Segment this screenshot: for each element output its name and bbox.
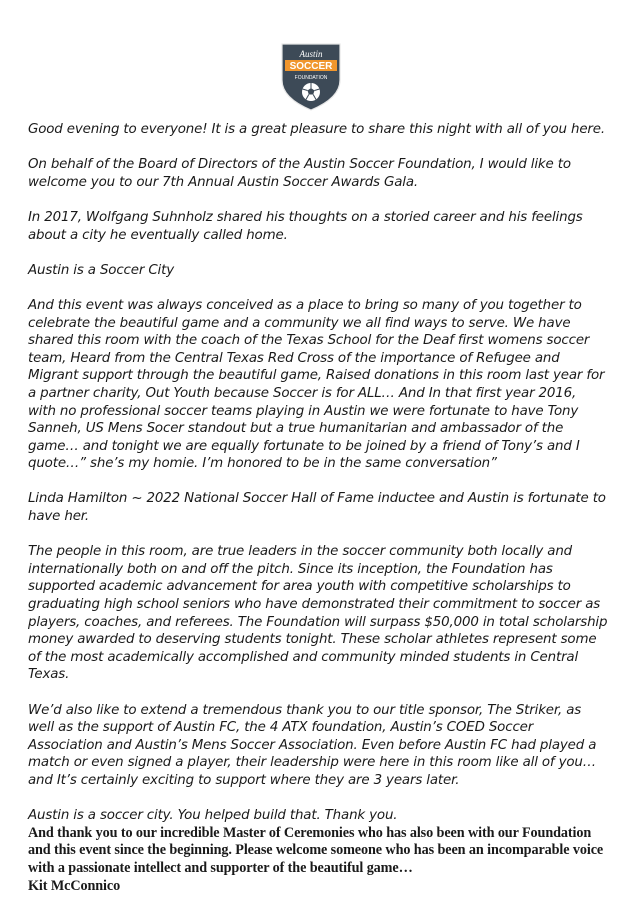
logo-line-soccer: SOCCER (289, 61, 333, 72)
paragraph-soccer-city: Austin is a Soccer City (28, 262, 174, 278)
austin-soccer-foundation-logo (276, 40, 346, 112)
paragraph-welcome: On behalf of the Board of Directors of the Austin Soccer Foundation, I would like to welcome you to our 7th Annual Austin Soccer Awards Gala. (28, 157, 571, 190)
paragraph-linda-hamilton: Linda Hamilton ~ 2022 National Soccer Hall of Fame inductee and Austin is fortunate to have her. (28, 491, 606, 525)
mc-name: Kit McConnico (28, 877, 121, 894)
speech-text (28, 121, 608, 895)
paragraph-thank-you: Austin is a soccer city. You helped build that. Thank you. (28, 808, 398, 824)
closing-text: And thank you to our incredible Master of Ceremonies who has also been with our Foundation and this event since the beginning. Please welcome someone who has been an incomparable voice with a passionate intellect and supporter of the beautiful game… (28, 824, 604, 876)
closing-paragraph (28, 825, 608, 895)
paragraph-2017: In 2017, Wolfgang Suhnholz shared his thoughts on a storied career and his feelings about a city he eventually called home. (28, 209, 583, 243)
soccer-ball-icon (302, 83, 320, 101)
logo-line-foundation: FOUNDATION (294, 75, 328, 81)
paragraph-sponsors: We’d also like to extend a tremendous thank you to our title sponsor, The Striker, as well as the support of Austin FC, the 4 ATX foundation, Austin’s COED Soccer Association and Austin’s Mens Soccer Association. Even before Austin FC had played a match or even signed a player, their leadership were here in this room like all of you… and It’s certainly exciting to support where they are 3 years later. (28, 702, 597, 788)
paragraph-greeting: Good evening to everyone! It is a great pleasure to share this night with all of you here. (28, 122, 605, 137)
paragraph-event-history: And this event was always conceived as a place to bring so many of you together to celebrate the beautiful game and a community we all find ways to serve. We have shared this room with the coach of the Texas School for the Deaf first womens soccer team, Heard from the Central Texas Red Cross of the importance of Refugee and Migrant support through the beautiful game, Raised donations in this room last year for a partner charity, Out Youth because Soccer is for ALL… And In that first year 2016, with no professional soccer teams playing in Austin we were fortunate to have Tony Sanneh, US Mens Socer standout but a true humanitarian and ambassador of the game… and tonight we are equally fortunate to be joined by a friend of Tony’s and I quote…” she’s my homie. I’m honored to be in the same conversation” (28, 297, 605, 472)
logo-line-austin: Austin (299, 49, 323, 59)
paragraph-leaders: The people in this room, are true leaders in the soccer community both locally and internationally both on and off the pitch. Since its inception, the Foundation has supported academic advancement for area youth with competitive scholarships to graduating high school seniors who have demonstrated their commitment to soccer as players, coaches, and referees. The Foundation will surpass $50,000 in total scholarship money awarded to deserving students tonight. These scholar athletes represent some of the most academically accomplished and community minded students in Central Texas. (28, 544, 608, 683)
